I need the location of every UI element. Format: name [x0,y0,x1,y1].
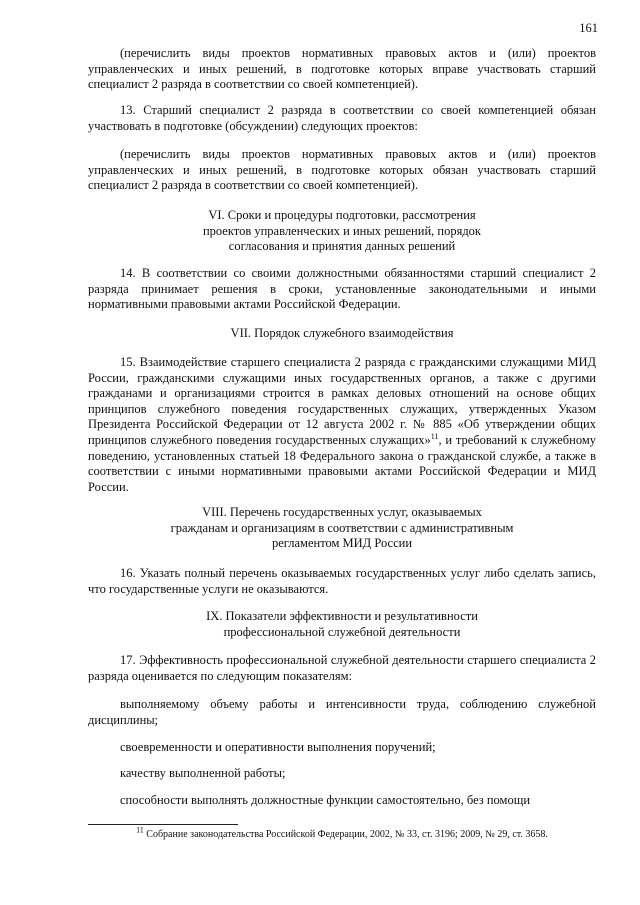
paragraph-14: 14. В соответствии со своими должностными обязанностями старший специалист 2 разряда принимает решения в сроки, установленные законодательными и иными нормативными правовыми актами Российской Федерации. [88,266,596,312]
paragraph-15-part-2: , и требований к служебному поведению, установленных статьей 18 Федерального закона о гражданской службе, а также в соответствии с иными нормативными правовыми актами Российской Федерации и МИД России. [88,432,596,494]
section-heading-9 [88,609,596,640]
paragraph-17: 17. Эффективность профессиональной служебной деятельности старшего специалиста 2 разряда оценивается по следующим показателям: [88,653,596,683]
footnote-divider [88,824,238,825]
paragraph-note-2: (перечислить виды проектов нормативных правовых актов и (или) проектов управленческих и иных решений, в подготовке которых обязан участвовать старший специалист 2 разряда в соответствии со своей компетенцией). [88,147,596,193]
list-item-1: выполняемому объему работы и интенсивности труда, соблюдению служебной дисциплины; [88,697,596,727]
page-number: 161 [579,21,598,35]
list-item-3: качеству выполненной работы; [120,766,286,780]
paragraph-note-1: (перечислить виды проектов нормативных правовых актов и (или) проектов управленческих и иных решений, в подготовке которых вправе участвовать старший специалист 2 разряда в соответствии со своей компетенцией). [88,46,596,92]
paragraph-13: 13. Старший специалист 2 разряда в соответствии со своей компетенцией обязан участвовать в подготовке (обсуждении) следующих проектов: [88,103,596,133]
heading-9-line-2: профессиональной служебной деятельности [223,624,461,639]
footnote-number: 11 [136,825,144,835]
paragraph-16: 16. Указать полный перечень оказываемых государственных услуг либо сделать запись, что государственные услуги не оказываются. [88,566,596,596]
paragraph-15-part-1: 15. Взаимодействие старшего специалиста 2 разряда с гражданскими служащими МИД России, гражданскими служащими иных государственных органов, а также с другими гражданами и организациями строится в рамках деловых отношений на основе общих принципов служебного поведения государственных служащих, утвержденных Указом Президента Российской Федерации от 12 августа 2002 г. № 885 «Об утверждении общих принципов служебного поведения государственных служащих» [88,355,596,447]
section-heading-6 [88,208,596,255]
heading-9-line-1: IX. Показатели эффективности и результативности [206,609,478,623]
heading-6-line-1: VI. Сроки и процедуры подготовки, рассмотрения [208,208,476,222]
heading-8-line-2: гражданам и организациям в соответствии с административным [170,520,514,535]
section-heading-8 [88,505,596,552]
footnote-text: Собрание законодательства Российской Федерации, 2002, № 33, ст. 3196; 2009, № 29, ст. 3658. [146,829,548,840]
list-item-2: своевременности и оперативности выполнения поручений; [120,740,436,754]
heading-6-line-3: согласования и принятия данных решений [228,239,456,254]
paragraph-15 [88,355,596,495]
heading-6-line-2: проектов управленческих и иных решений, порядок [202,223,482,238]
heading-8-line-3: регламентом МИД России [271,536,413,551]
heading-8-line-1: VIII. Перечень государственных услуг, оказываемых [202,505,482,519]
list-item-4: способности выполнять должностные функции самостоятельно, без помощи [120,793,531,807]
footnote-ref-11: 11 [430,431,439,441]
section-heading-7: VII. Порядок служебного взаимодействия [230,326,454,340]
footnote [88,825,596,841]
